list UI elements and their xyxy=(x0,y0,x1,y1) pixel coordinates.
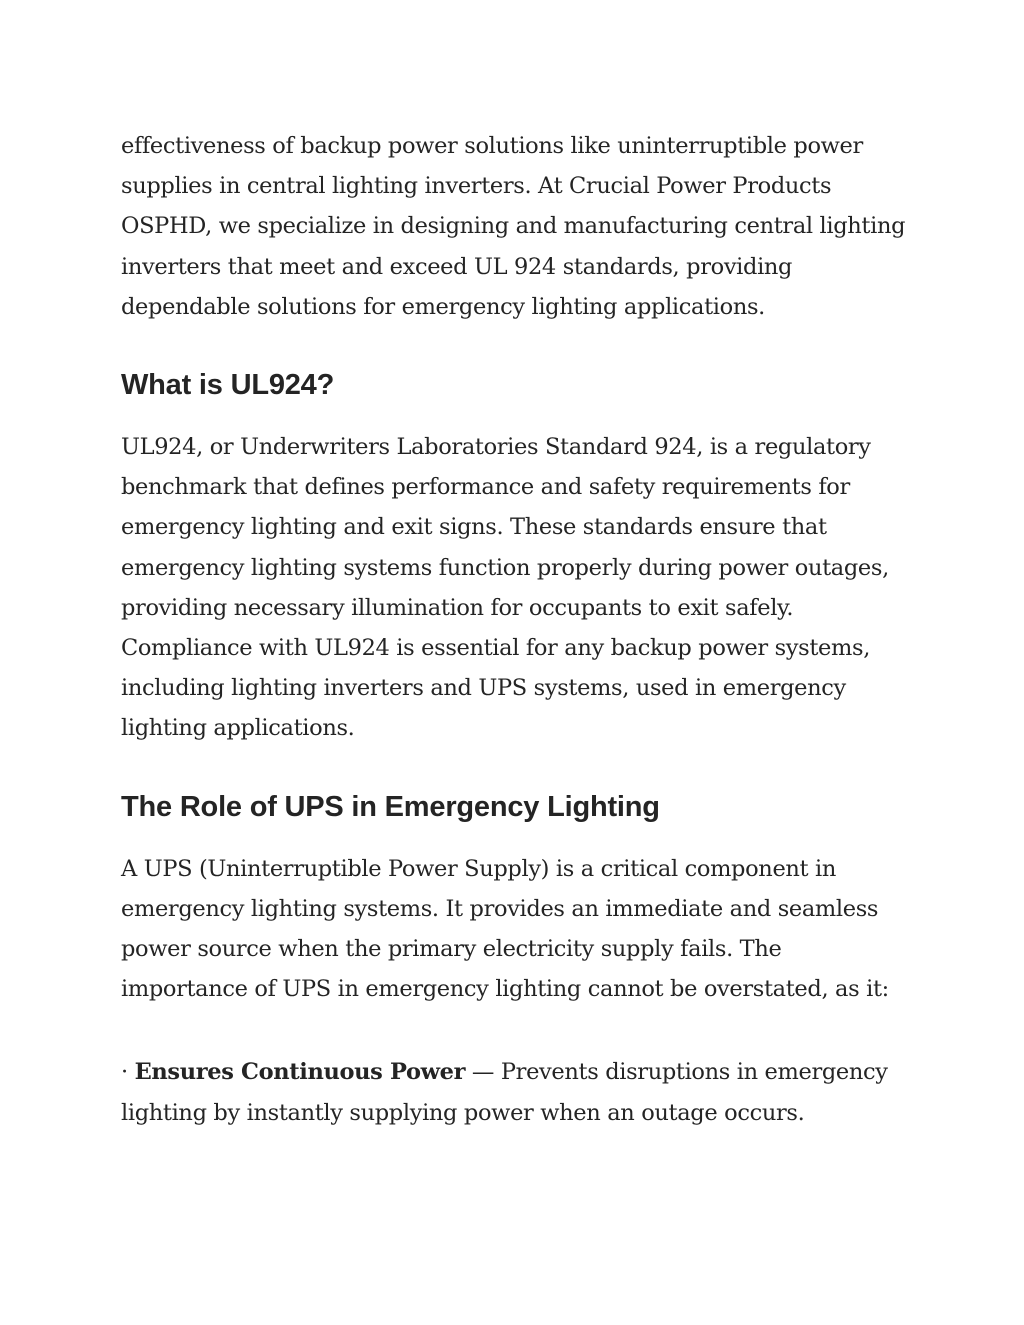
ups-role-heading: The Role of UPS in Emergency Lighting xyxy=(121,790,660,823)
ul924-heading: What is UL924? xyxy=(121,369,335,402)
intro-paragraph: effectiveness of backup power solutions like uninterruptible power supplies in central lighting inverters. At Crucial Power Products OSPHD, we specialize in designing and manufacturing central lighting inverters that meet and exceed UL 924 standards, providing dependable solutions for emergency lighting applications. xyxy=(121,133,906,320)
bullet-marker: · xyxy=(121,1059,128,1086)
bullet-separator: — xyxy=(471,1059,495,1086)
bullet-term: Ensures Continuous Power xyxy=(134,1059,466,1086)
bullet-description: Prevents disruptions in emergency lighting by instantly supplying power when an outage occurs. xyxy=(121,1059,888,1126)
ul924-paragraph: UL924, or Underwriters Laboratories Standard 924, is a regulatory benchmark that defines performance and safety requirements for emergency lighting and exit signs. These standards ensure that emergency lighting systems function properly during power outages, providing necessary illumination for occupants to exit safely. Compliance with UL924 is essential for any backup power systems, including lighting inverters and UPS systems, used in emergency lighting applications. xyxy=(121,434,889,742)
bullet-item-continuous-power xyxy=(121,1052,911,1132)
ups-role-paragraph: A UPS (Uninterruptible Power Supply) is a critical component in emergency lighting systems. It provides an immediate and seamless power source when the primary electricity supply fails. The importance of UPS in emergency lighting cannot be overstated, as it: xyxy=(121,855,889,1003)
document-page xyxy=(121,126,911,1133)
